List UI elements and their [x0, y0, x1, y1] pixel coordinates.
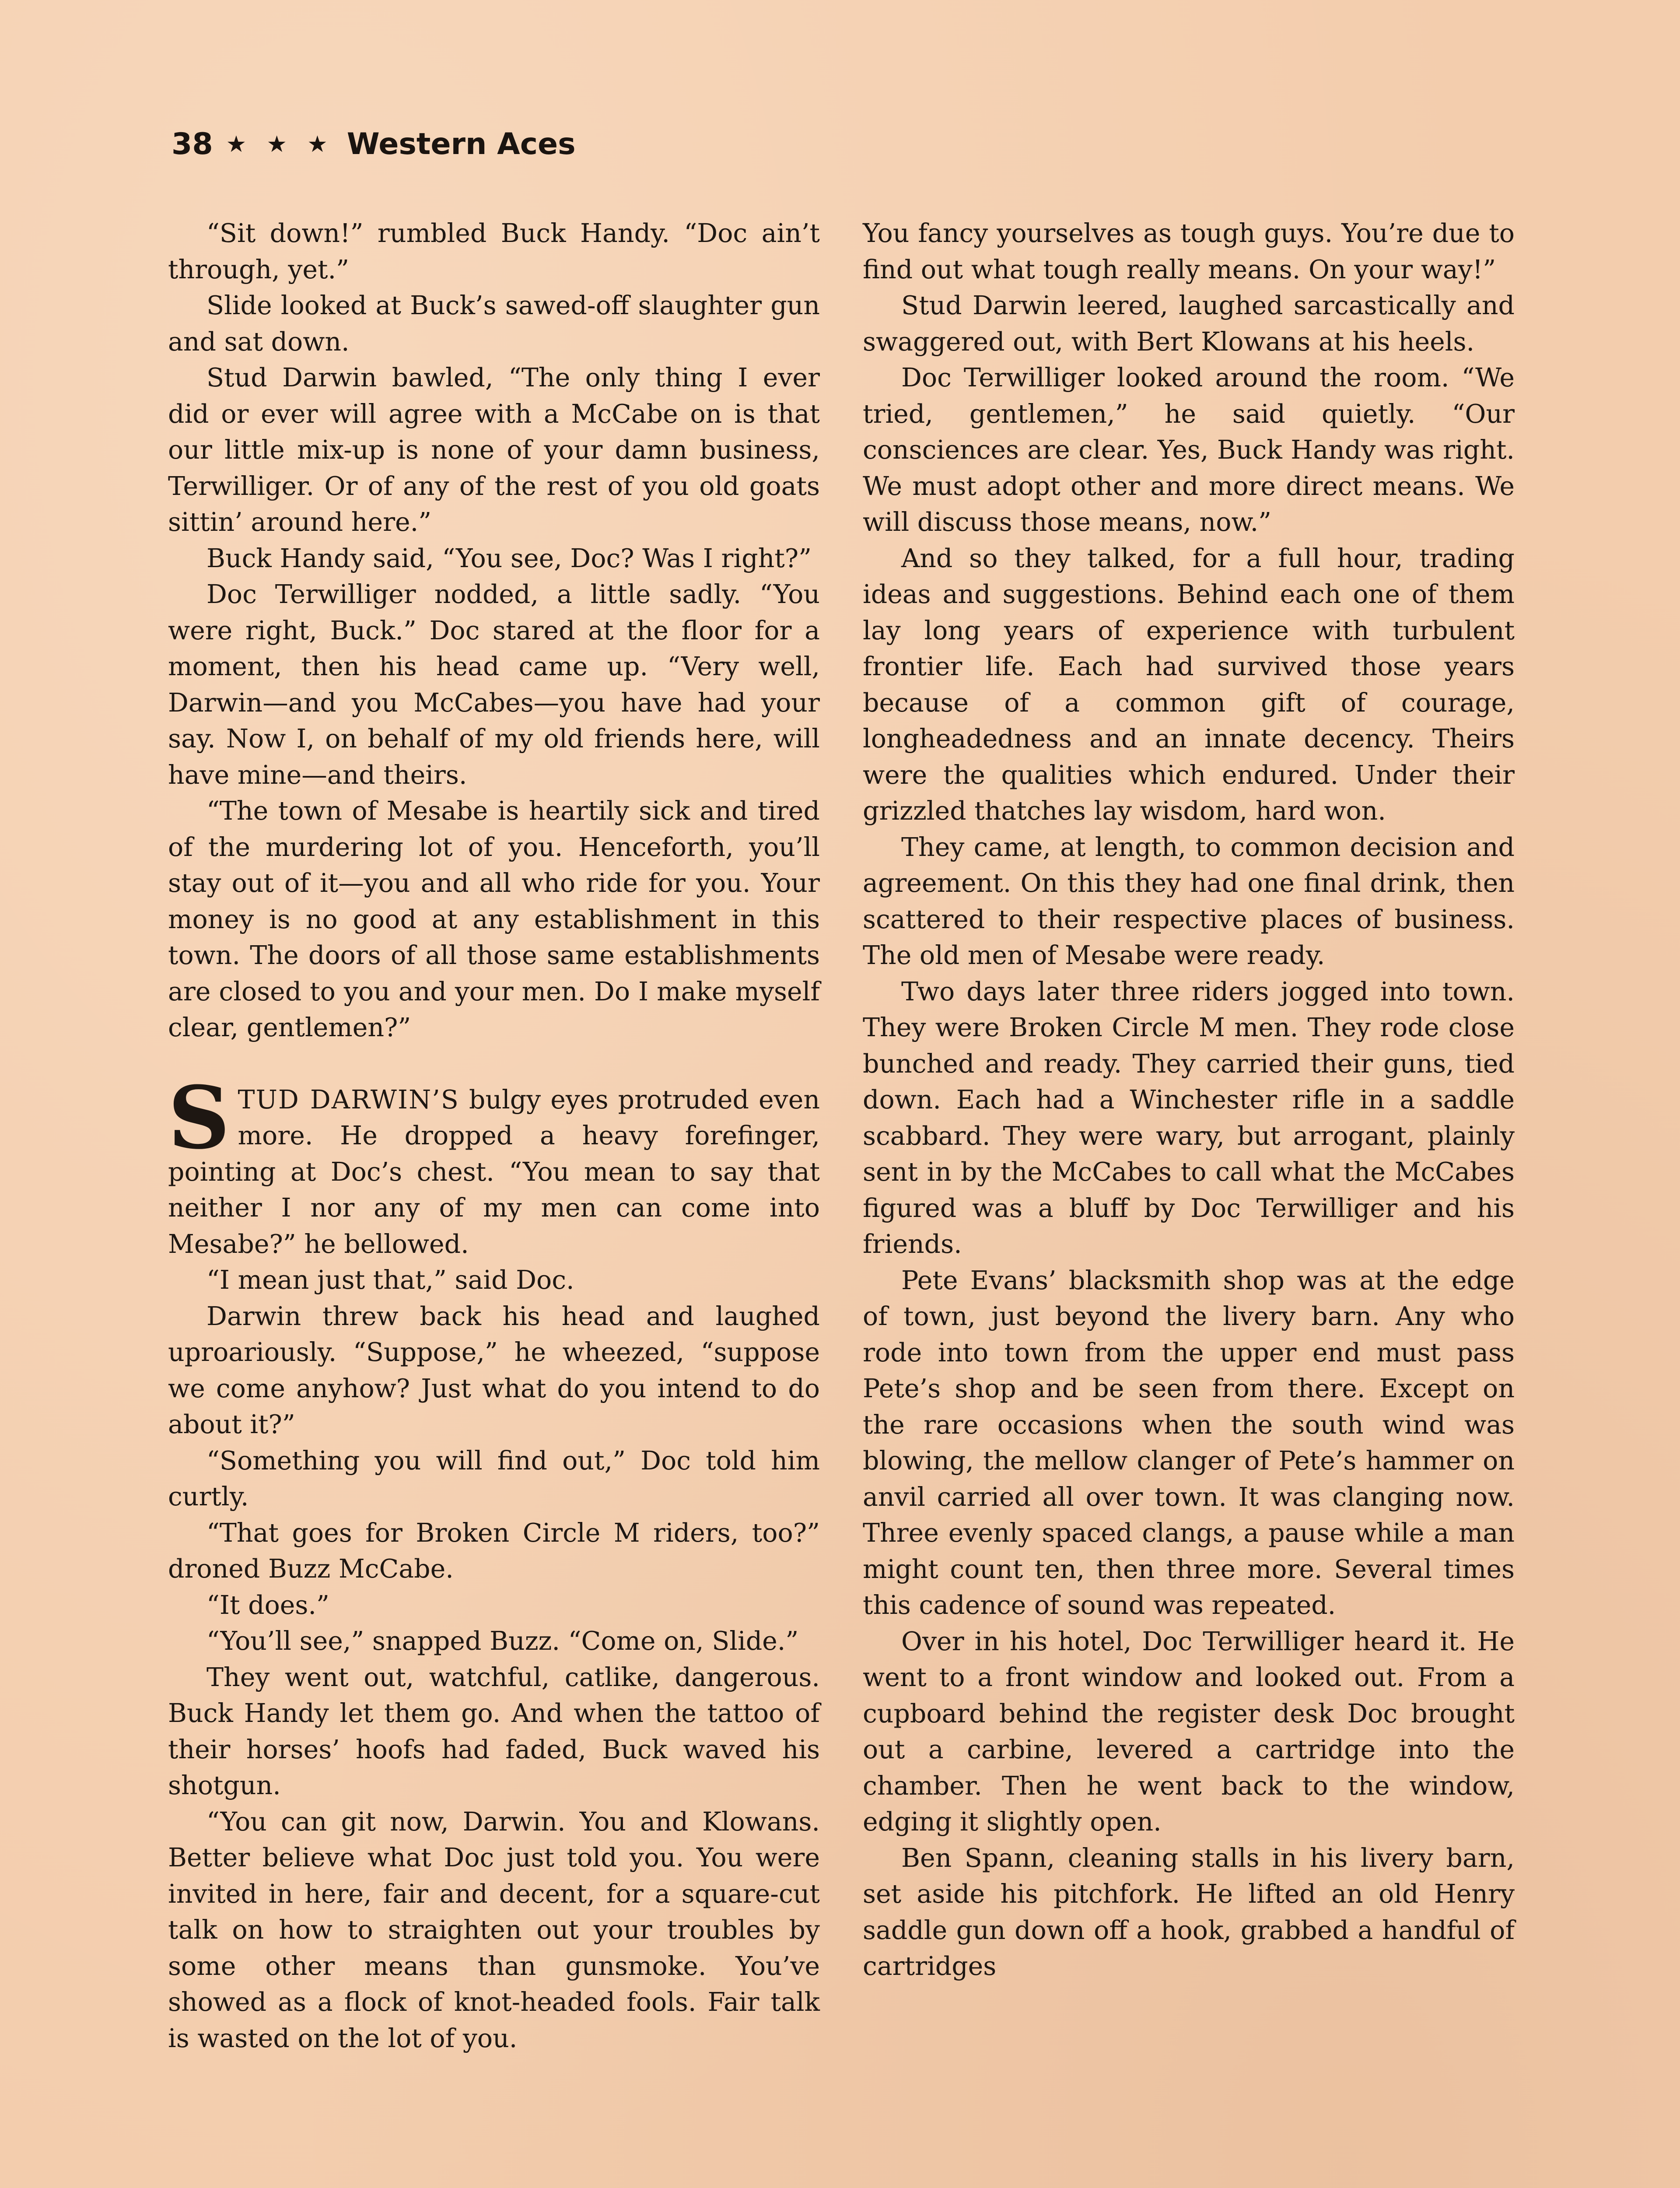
continued-paragraph: You fancy yourselves as tough guys. You’re due to find out what tough really means. On your way!”	[863, 218, 1515, 284]
paragraph: And so they talked, for a full hour, trading ideas and suggestions. Behind each one of them lay long years of experience with turbulent frontier life. Each had survived those years because of a common gift of courage, longheadedness and an innate decency. Theirs were the qualities which endured. Under their grizzled thatches lay wisdom, hard won.	[863, 543, 1515, 826]
paragraph: “That goes for Broken Circle M riders, too?” droned Buzz McCabe.	[168, 1518, 820, 1584]
paragraph: “You’ll see,” snapped Buzz. “Come on, Slide.”	[206, 1626, 799, 1656]
paragraph: “The town of Mesabe is heartily sick and tired of the murdering lot of you. Henceforth, you’ll stay out of it—you and all who ride for you. Your money is no good at any establishment in this town. The doors of all those same establishments are closed to you and your men. Do I make myself clear, gentlemen?”	[168, 796, 820, 1042]
paragraph: “You can git now, Darwin. You and Klowans. Better believe what Doc just told you. You were invited in here, fair and decent, for a square-cut talk on how to straighten out your troubles by some other means than gunsmoke. You’ve showed as a flock of knot-headed fools. Fair talk is wasted on the lot of you.	[168, 1806, 820, 2053]
paragraph: “I mean just that,” said Doc.	[206, 1265, 574, 1295]
left-column	[168, 215, 820, 2056]
paragraph: Slide looked at Buck’s sawed-off slaughter gun and sat down.	[168, 291, 820, 357]
paragraph: They went out, watchful, catlike, dangerous. Buck Handy let them go. And when the tattoo of their horses’ hoofs had faded, Buck waved his shotgun.	[168, 1662, 820, 1800]
paragraph: Two days later three riders jogged into town. They were Broken Circle M men. They rode close bunched and ready. They carried their guns, tied down. Each had a Winchester rifle in a saddle scabbard. They were wary, but arrogant, plainly sent in by the McCabes to call what the McCabes figured was a bluff by Doc Terwilliger and his friends.	[863, 976, 1515, 1259]
paragraph: Doc Terwilliger looked around the room. “We tried, gentlemen,” he said quietly. “Our consciences are clear. Yes, Buck Handy was right. We must adopt other and more direct means. We will discuss those means, now.”	[863, 363, 1515, 537]
page-header	[172, 127, 576, 161]
paragraph: Over in his hotel, Doc Terwilliger heard it. He went to a front window and looked out. From a cupboard behind the register desk Doc brought out a carbine, levered a cartridge into the chamber. Then he went back to the window, edging it slightly open.	[863, 1626, 1515, 1837]
paragraph: Pete Evans’ blacksmith shop was at the edge of town, just beyond the livery barn. Any who rode into town from the upper end must pass Pete’s shop and be seen from there. Except on the rare occasions when the south wind was blowing, the mellow clanger of Pete’s hammer on anvil carried all over town. It was clanging now. Three evenly spaced clangs, a pause while a man might count ten, then three more. Several times this cadence of sound was repeated.	[863, 1265, 1515, 1620]
paragraph: “Sit down!” rumbled Buck Handy. “Doc ain’t through, yet.”	[168, 218, 820, 284]
paragraph: Buck Handy said, “You see, Doc? Was I right?”	[206, 543, 812, 573]
paragraph: They came, at length, to common decision and agreement. On this they had one final drink, then scattered to their respective places of business. The old men of Mesabe were ready.	[863, 832, 1515, 970]
paragraph: Doc Terwilliger nodded, a little sadly. “You were right, Buck.” Doc stared at the floor for a moment, then his head came up. “Very well, Darwin—and you McCabes—you have had your say. Now I, on behalf of my old friends here, will have mine—and theirs.	[168, 579, 820, 790]
paragraph: Stud Darwin bawled, “The only thing I ever did or ever will agree with a McCabe on is that our little mix-up is none of your damn business, Terwilliger. Or of any of the rest of you old goats sittin’ around here.”	[168, 363, 820, 537]
paragraph-text: bulgy eyes protruded even more. He dropped a heavy forefinger, pointing at Doc’s chest. “You mean to say that neither I nor any of my men can come into Mesabe?” he bellowed.	[168, 1084, 820, 1259]
paragraph: “Something you will find out,” Doc told him curtly.	[168, 1445, 820, 1511]
magazine-title: Western Aces	[346, 127, 576, 161]
right-column	[863, 215, 1515, 1985]
paragraph: Ben Spann, cleaning stalls in his livery barn, set aside his pitchfork. He lifted an old Henry saddle gun down off a hook, grabbed a handful of cartridges	[863, 1843, 1515, 1981]
page-number: 38	[172, 127, 213, 161]
section-opening-paragraph	[168, 1067, 820, 1262]
paragraph: Stud Darwin leered, laughed sarcastically and swaggered out, with Bert Klowans at his heels.	[863, 291, 1515, 357]
paragraph: Darwin threw back his head and laughed uproariously. “Suppose,” he wheezed, “suppose we come anyhow? Just what do you intend to do about it?”	[168, 1301, 820, 1439]
lead-in-text: TUD DARWIN’S	[238, 1084, 459, 1115]
paragraph: “It does.”	[206, 1590, 329, 1620]
drop-cap: S	[168, 1067, 230, 1168]
star-ornaments: ★ ★ ★	[226, 131, 334, 158]
